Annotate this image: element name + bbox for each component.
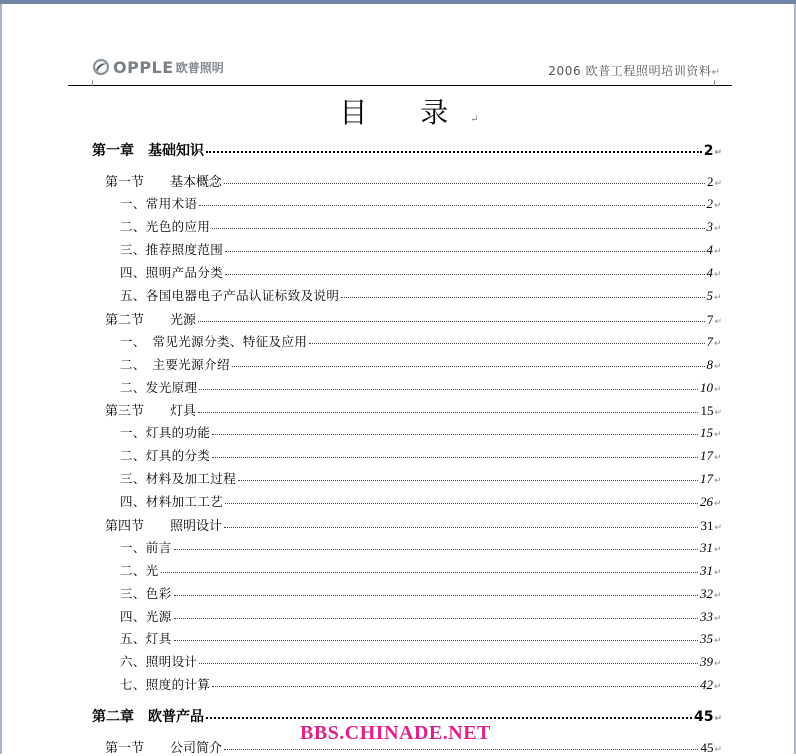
- toc-page-number: 7: [706, 334, 714, 349]
- paragraph-mark: ↵: [714, 614, 722, 624]
- paragraph-mark: ↵: [714, 636, 722, 646]
- paragraph-mark: ↵: [714, 339, 722, 349]
- document-header-title: 2006 欧普工程照明培训资料↵: [548, 64, 720, 78]
- toc-entry-label: 五、灯具: [120, 631, 172, 646]
- toc-item-entry[interactable]: [120, 561, 722, 579]
- logo-cn-text: 欧普照明: [175, 60, 224, 75]
- toc-entry-label: 第三节 灯具: [105, 404, 197, 419]
- toc-dot-leader: [198, 320, 705, 322]
- toc-entry-label: 第一节 基本概念: [105, 175, 223, 190]
- toc-page-number: 31: [700, 563, 714, 578]
- toc-item-entry[interactable]: [120, 492, 722, 510]
- paragraph-mark: ↵: [714, 179, 722, 189]
- toc-dot-leader: [198, 411, 698, 413]
- toc-entry-label: 三、色彩: [120, 586, 172, 601]
- toc-page-number: 26: [700, 494, 714, 509]
- toc-page-number: 31: [700, 518, 714, 533]
- toc-entry-label: 第二章 欧普产品: [92, 709, 204, 725]
- toc-item-entry[interactable]: [120, 286, 722, 304]
- watermark-text: BBS.CHINADE.NET: [300, 722, 491, 744]
- toc-page-number: 2: [706, 174, 714, 189]
- toc-item-entry[interactable]: [120, 378, 722, 396]
- toc-entry-label: 五、各国电器电子产品认证标致及说明: [120, 288, 340, 303]
- toc-dot-leader: [232, 365, 705, 367]
- toc-page-number: 10: [700, 380, 714, 395]
- toc-page-number: 5: [706, 288, 714, 303]
- toc-item-entry[interactable]: [120, 584, 722, 602]
- toc-page-number: 8: [706, 357, 714, 372]
- toc-item-entry[interactable]: [120, 469, 722, 487]
- toc-page-number: 17: [700, 448, 714, 463]
- paragraph-mark: ↵: [714, 568, 722, 578]
- toc-page-number: 2: [706, 196, 714, 211]
- paragraph-mark: ↵: [714, 408, 722, 418]
- toc-page-number: 35: [700, 631, 714, 646]
- toc-dot-leader: [212, 685, 698, 687]
- toc-title: 目 录↵: [339, 96, 479, 129]
- toc-section-entry[interactable]: [105, 400, 722, 419]
- toc-item-entry[interactable]: [120, 240, 722, 258]
- header-rule: [68, 85, 732, 86]
- toc-entry-label: 第二节 光源: [105, 313, 197, 328]
- toc-page-number: 4: [706, 265, 714, 280]
- paragraph-mark: ↵: [714, 659, 722, 669]
- toc-dot-leader: [224, 748, 698, 750]
- toc-item-entry[interactable]: [120, 423, 722, 441]
- toc-dot-leader: [206, 716, 692, 719]
- opple-logo-icon: [92, 58, 110, 76]
- toc-dot-leader: [224, 182, 705, 184]
- paragraph-mark: ↵: [714, 430, 722, 440]
- toc-item-entry[interactable]: [120, 446, 722, 464]
- toc-page-number: 17: [700, 471, 714, 486]
- toc-entry-label: 六、照明设计: [120, 654, 198, 669]
- paragraph-mark: ↵: [714, 224, 722, 234]
- toc-section-entry[interactable]: [105, 309, 722, 328]
- paragraph-mark: ↵: [714, 682, 722, 692]
- toc-item-entry[interactable]: [120, 538, 722, 556]
- toc-chapter-entry[interactable]: [92, 140, 722, 160]
- toc-item-entry[interactable]: [120, 332, 722, 350]
- paragraph-mark: ↵: [714, 591, 722, 601]
- paragraph-mark: ↵: [714, 201, 722, 211]
- toc-page-number: 42: [700, 677, 714, 692]
- toc-item-entry[interactable]: [120, 607, 722, 625]
- paragraph-mark: ↵: [714, 148, 722, 158]
- toc-entry-label: 三、材料及加工过程: [120, 471, 237, 486]
- toc-dot-leader: [174, 639, 698, 641]
- toc-page-number: 4: [706, 242, 714, 257]
- toc-entry-label: 三、推荐照度范围: [120, 242, 224, 257]
- toc-page-number: 31: [700, 540, 714, 555]
- paragraph-mark: ↵: [714, 317, 722, 327]
- paragraph-mark: ↵: [714, 293, 722, 303]
- toc-entry-label: 七、照度的计算: [120, 677, 211, 692]
- crop-mark-left: [92, 80, 93, 86]
- paragraph-mark: ↵: [714, 714, 722, 724]
- toc-item-entry[interactable]: [120, 217, 722, 235]
- toc-dot-leader: [212, 433, 698, 435]
- toc-entry-label: 第一节 公司简介: [105, 741, 223, 756]
- toc-page-number: 15: [700, 425, 714, 440]
- paragraph-mark: ↵: [714, 545, 722, 555]
- toc-dot-leader: [199, 662, 698, 664]
- toc-dot-leader: [212, 227, 704, 229]
- toc-entry-label: 一、灯具的功能: [120, 425, 211, 440]
- toc-item-entry[interactable]: [120, 652, 722, 670]
- toc-item-entry[interactable]: [120, 355, 722, 373]
- logo-text: OPPLE: [113, 57, 174, 77]
- toc-entry-label: 二、灯具的分类: [120, 448, 211, 463]
- toc-entry-label: 二、光: [120, 563, 159, 578]
- paragraph-mark: ↵: [714, 523, 722, 533]
- toc-entry-label: 四、光源: [120, 609, 172, 624]
- toc-item-entry[interactable]: [120, 194, 722, 212]
- paragraph-mark: ↵: [714, 745, 722, 755]
- toc-dot-leader: [174, 594, 698, 596]
- window-top-band: [0, 0, 796, 4]
- paragraph-mark: ↵: [714, 499, 722, 509]
- toc-entry-label: 二、发光原理: [120, 380, 198, 395]
- toc-page-number: 15: [700, 403, 714, 418]
- paragraph-mark: ↵: [714, 385, 722, 395]
- toc-entry-label: 一、 常见光源分类、特征及应用: [120, 334, 308, 349]
- toc-item-entry[interactable]: [120, 263, 722, 281]
- toc-page-number: 32: [700, 586, 714, 601]
- toc-entry-label: 四、照明产品分类: [120, 265, 224, 280]
- crop-mark-right: [714, 80, 715, 86]
- toc-section-entry[interactable]: [105, 171, 722, 190]
- toc-dot-leader: [199, 388, 698, 390]
- paragraph-mark: ↵: [714, 270, 722, 280]
- toc-page-number: 3: [706, 219, 714, 234]
- toc-dot-leader: [225, 502, 698, 504]
- toc-dot-leader: [212, 456, 698, 458]
- toc-dot-leader: [199, 204, 704, 206]
- toc-entry-label: 一、常用术语: [120, 196, 198, 211]
- header-logo: [92, 57, 224, 77]
- toc-dot-leader: [224, 526, 698, 528]
- toc-dot-leader: [161, 571, 698, 573]
- toc-page-number: 2: [703, 143, 714, 159]
- toc-dot-leader: [225, 273, 704, 275]
- toc-dot-leader: [309, 342, 704, 344]
- toc-page-number: 45: [693, 709, 714, 725]
- toc-entry-label: 第一章 基础知识: [92, 143, 204, 159]
- toc-item-entry[interactable]: [120, 675, 722, 693]
- toc-page-number: 33: [700, 609, 714, 624]
- toc-page-number: 39: [700, 654, 714, 669]
- toc-dot-leader: [174, 617, 698, 619]
- toc-dot-leader: [341, 296, 704, 298]
- toc-entry-label: 第四节 照明设计: [105, 519, 223, 534]
- toc-entry-label: 二、 主要光源介绍: [120, 357, 230, 372]
- paragraph-mark: ↵: [714, 453, 722, 463]
- toc-entry-label: 四、材料加工工艺: [120, 494, 224, 509]
- toc-page-number: 7: [706, 312, 714, 327]
- toc-section-entry[interactable]: [105, 515, 722, 534]
- toc-entry-label: 一、前言: [120, 540, 172, 555]
- paragraph-mark: ↵: [714, 247, 722, 257]
- paragraph-mark: ↵: [714, 476, 722, 486]
- toc-dot-leader: [225, 250, 704, 252]
- toc-item-entry[interactable]: [120, 629, 722, 647]
- toc-dot-leader: [238, 479, 698, 481]
- toc-entry-label: 二、光色的应用: [120, 219, 211, 234]
- toc-dot-leader: [174, 548, 698, 550]
- toc-page-number: 45: [700, 740, 714, 755]
- paragraph-mark: ↵: [714, 362, 722, 372]
- toc-dot-leader: [206, 150, 702, 153]
